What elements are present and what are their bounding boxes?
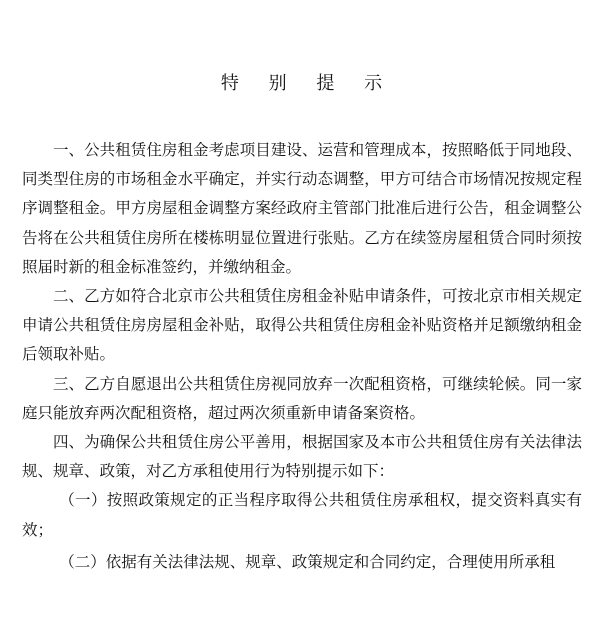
paragraph-1-rent-adjustment: 一、公共租赁住房租金考虑项目建设、运营和管理成本，按照略低于同地段、同类型住房的市场租金水平确定，并实行动态调整，甲方可结合市场情况按规定程序调整租金。甲方房屋租金调整方案经政府主管部门批准后进行公告，租金调整公告将在公共租赁住房所在楼栋明显位置进行张贴。乙方在续签房屋租赁合同时须按照届时新的租金标准签约，并缴纳租金。 (22, 141, 582, 276)
paragraph-3-exit-qualification: 三、乙方自愿退出公共租赁住房视同放弃一次配租资格，可继续轮候。同一家庭只能放弃两次配租资格，超过两次须重新申请备案资格。 (22, 374, 582, 422)
document-title: 特 别 提 示 (220, 73, 395, 94)
document-body (22, 136, 582, 577)
paragraph-4-item-1: （一）按照政策规定的正当程序取得公共租赁住房承租权，提交资料真实有效； (22, 491, 582, 539)
paragraph-4-item-2: （二）依据有关法律法规、规章、政策规定和合同约定，合理使用所承租 (59, 552, 556, 571)
paragraph-2-rent-subsidy: 二、乙方如符合北京市公共租赁住房租金补贴申请条件，可按北京市相关规定申请公共租赁住房房屋租金补贴，取得公共租赁住房租金补贴资格并足额缴纳租金后领取补贴。 (22, 287, 582, 364)
paragraph-4-special-notice: 四、为确保公共租赁住房公平善用，根据国家及本市公共租赁住房有关法律法规、规章、政策，对乙方承租使用行为特别提示如下： (22, 433, 582, 481)
